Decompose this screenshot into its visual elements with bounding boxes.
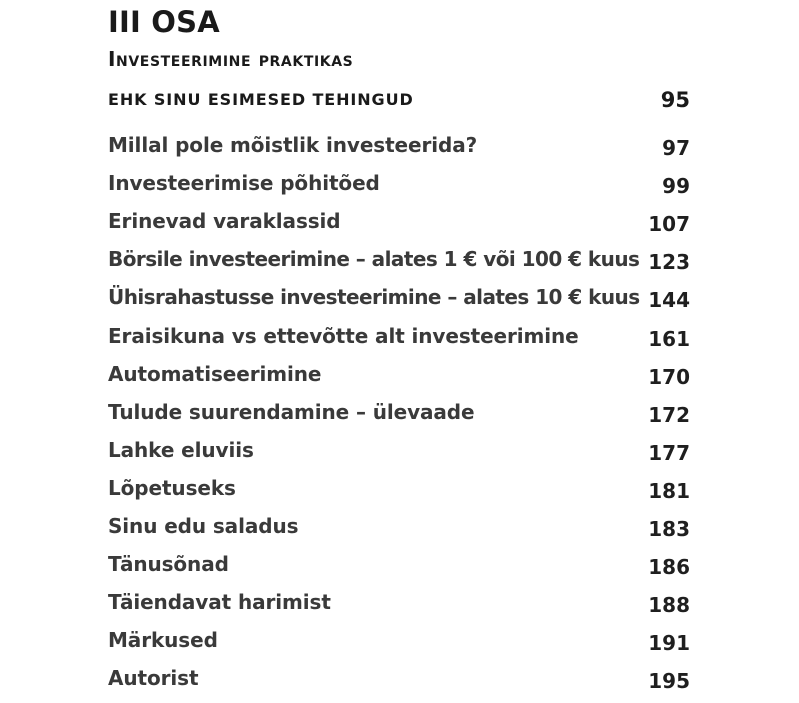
toc-entry	[108, 587, 690, 617]
entry-title: Autorist	[108, 666, 199, 690]
entry-title: Millal pole mõistlik investeerida?	[108, 133, 478, 157]
toc-entry	[108, 206, 690, 236]
entry-title: Ühisrahastusse investeerimine – alates 10 € kuus	[108, 285, 640, 309]
toc-entry	[108, 359, 690, 389]
toc-entry	[108, 473, 690, 503]
entry-title: Täiendavat harimist	[108, 590, 331, 614]
part-subtitle: Investeerimine praktikas	[108, 47, 354, 71]
entry-title: Tänusõnad	[108, 552, 229, 576]
entry-title: Eraisikuna vs ettevõtte alt investeerimine	[108, 324, 579, 348]
entry-title: Tulude suurendamine – ülevaade	[108, 400, 475, 424]
entry-page-number: 186	[648, 555, 690, 579]
entry-title: Sinu edu saladus	[108, 514, 299, 538]
entry-title: Märkused	[108, 628, 218, 652]
part-page-number: 95	[660, 88, 690, 112]
entry-page-number: 123	[648, 250, 690, 274]
entry-title: Erinevad varaklassid	[108, 209, 341, 233]
entry-title: Investeerimise põhitõed	[108, 171, 380, 195]
part-heading: EHK SINU ESIMESED TEHINGUD	[108, 90, 414, 109]
toc-entry	[108, 282, 690, 312]
toc-entry	[108, 397, 690, 427]
toc-entry	[108, 511, 690, 541]
entry-title: Lõpetuseks	[108, 476, 236, 500]
entry-page-number: 177	[648, 441, 690, 465]
toc-entry	[108, 549, 690, 579]
entry-page-number: 97	[662, 136, 690, 160]
entry-page-number: 107	[648, 212, 690, 236]
entry-title: Börsile investeerimine – alates 1 € või 100 € kuus	[108, 247, 640, 271]
entry-page-number: 188	[648, 593, 690, 617]
entry-page-number: 183	[648, 517, 690, 541]
toc-entry	[108, 244, 690, 274]
entry-page-number: 172	[648, 403, 690, 427]
toc-entry	[108, 130, 690, 160]
entry-page-number: 161	[648, 327, 690, 351]
entry-page-number: 181	[648, 479, 690, 503]
toc-entry	[108, 435, 690, 465]
entry-title: Lahke eluviis	[108, 438, 254, 462]
entry-page-number: 99	[662, 174, 690, 198]
part-title: III OSA	[108, 5, 220, 39]
entry-page-number: 191	[648, 631, 690, 655]
toc-entry	[108, 168, 690, 198]
entry-page-number: 170	[648, 365, 690, 389]
entry-page-number: 144	[648, 288, 690, 312]
toc-entry	[108, 663, 690, 693]
toc-entry	[108, 625, 690, 655]
entry-page-number: 195	[648, 669, 690, 693]
part-heading-row	[108, 86, 690, 114]
entry-title: Automatiseerimine	[108, 362, 322, 386]
toc-entry	[108, 321, 690, 351]
